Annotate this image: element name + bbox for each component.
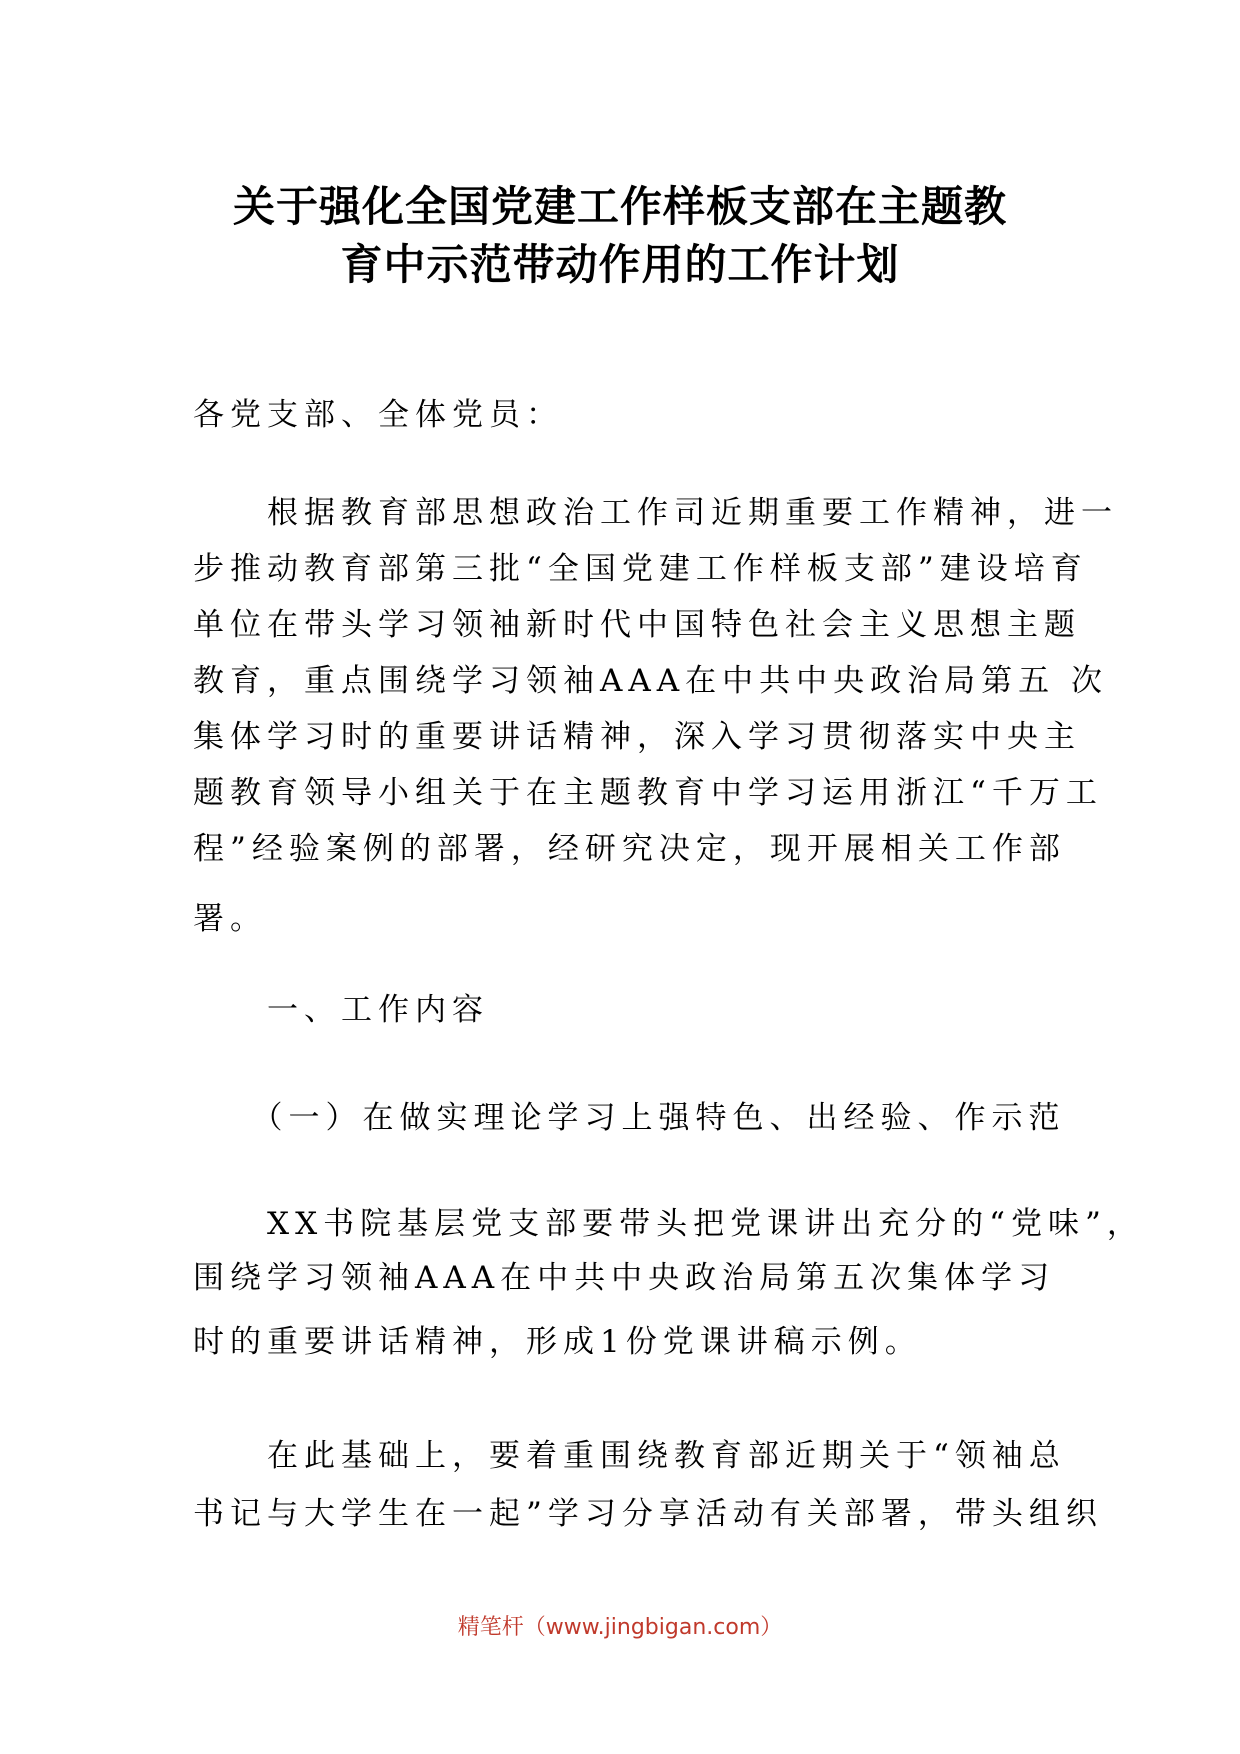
title-line-2: 育中示范带动作用的工作计划 — [340, 240, 900, 289]
section-heading-work-content: 一、工作内容 — [193, 992, 489, 1028]
paragraph-line: 程”经验案例的部署，经研究决定，现开展相关工作部 — [193, 831, 1066, 867]
paragraph-intro — [193, 485, 1118, 947]
paragraph-line: 根据教育部思想政治工作司近期重要工作精神，进一 — [193, 495, 1118, 531]
salutation: 各党支部、全体党员： — [193, 397, 563, 433]
paragraph-line: 围绕学习领袖AAA在中共中央政治局第五次集体学习 — [193, 1260, 1056, 1296]
paragraph-line: 教育，重点围绕学习领袖AAA在中共中央政治局第五 次 — [193, 663, 1109, 699]
document-title — [150, 178, 1090, 294]
subsection-heading-theory-study: （一）在做实理论学习上强特色、出经验、作示范 — [193, 1100, 1066, 1136]
paragraph-line: 时的重要讲话精神，形成1份党课讲稿示例。 — [193, 1324, 922, 1360]
paragraph-line: 集体学习时的重要讲话精神，深入学习贯彻落实中央主 — [193, 719, 1081, 755]
paragraph-line: 题教育领导小组关于在主题教育中学习运用浙江“千万工 — [193, 775, 1103, 811]
paragraph-line: 步推动教育部第三批“全国党建工作样板支部”建设培育 — [193, 551, 1088, 587]
paragraph-line: XX书院基层党支部要带头把党课讲出充分的“党味”， — [193, 1206, 1144, 1242]
paragraph-line: 在此基础上，要着重围绕教育部近期关于“领袖总 — [193, 1438, 1066, 1474]
paragraph-line: 署。 — [193, 901, 267, 937]
paragraph-line: 单位在带头学习领袖新时代中国特色社会主义思想主题 — [193, 607, 1081, 643]
paragraph-line: 书记与大学生在一起”学习分享活动有关部署，带头组织 — [193, 1496, 1103, 1532]
paragraph-party-lecture — [193, 1197, 1144, 1369]
footer-watermark-link: 精笔杆（www.jingbigan.com） — [457, 1615, 783, 1640]
title-line-1: 关于强化全国党建工作样板支部在主题教 — [232, 182, 1007, 231]
paragraph-sharing-activity — [193, 1427, 1103, 1543]
